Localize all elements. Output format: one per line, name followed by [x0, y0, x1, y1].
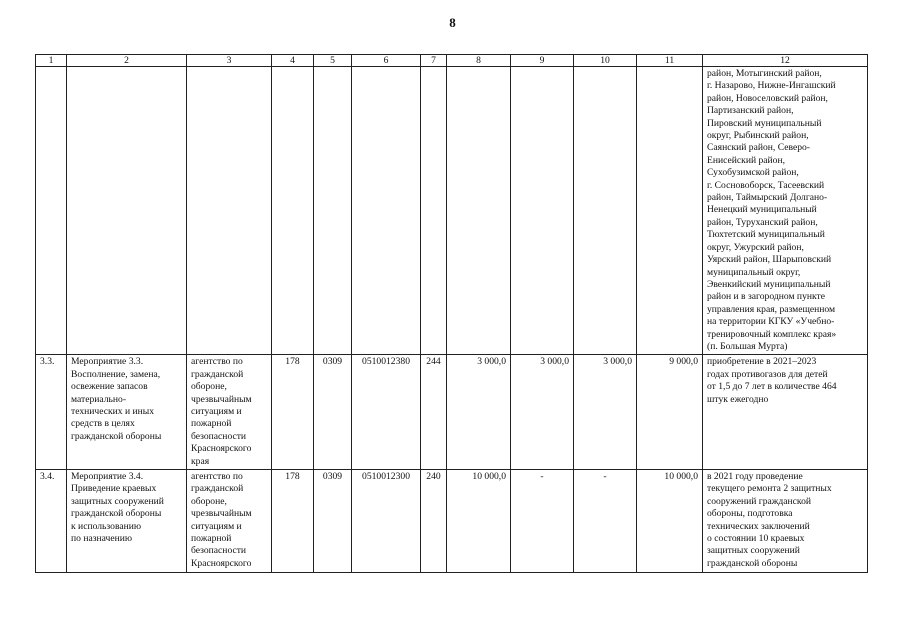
amount-2022: - — [511, 470, 574, 573]
result-cell-continuation: район, Мотыгинский район, г. Назарово, Нижне-Ингашский район, Новоселовский район, Партизанский район, Пировский муниципальный округ, Рыбинский район, Саянский район, Северо- Енисейский район, Сухобузимской район, г. Сосновоборск, Тасеевский район, Таймырский Долгано- Ненецкий муниципальный район, Туруханский район, Тюхтетский муниципальный округ, Ужурский район, Уярский район, Шарыповский муниципальный округ, Эвенкийский муниципальный район и в загородном пункте управления края, размещенном на территории КГКУ «Учебно- тренировочный комплекс края» (п. Большая Мурта) — [703, 67, 868, 355]
agency-name: агентство по гражданской обороне, чрезвычайным ситуациям и пожарной безопасности Красноярского — [187, 470, 272, 573]
header-cell: 2 — [67, 55, 187, 67]
header-cell: 12 — [703, 55, 868, 67]
rzpr-code: 0309 — [314, 470, 352, 573]
header-cell: 5 — [314, 55, 352, 67]
header-cell: 9 — [511, 55, 574, 67]
agency-name: агентство по гражданской обороне, чрезвычайным ситуациям и пожарной безопасности Красноярского края — [187, 355, 272, 470]
amount-2023: - — [574, 470, 637, 573]
amount-total: 10 000,0 — [637, 470, 703, 573]
budget-table — [35, 54, 868, 573]
empty-cell — [314, 67, 352, 355]
header-cell: 4 — [272, 55, 314, 67]
empty-cell — [637, 67, 703, 355]
amount-2023: 3 000,0 — [574, 355, 637, 470]
table-row — [36, 355, 868, 470]
continuation-row — [36, 67, 868, 355]
header-cell: 3 — [187, 55, 272, 67]
empty-cell — [511, 67, 574, 355]
row-number: 3.3. — [36, 355, 67, 470]
empty-cell — [187, 67, 272, 355]
csr-code: 0510012380 — [352, 355, 421, 470]
vr-code: 244 — [421, 355, 447, 470]
amount-2022: 3 000,0 — [511, 355, 574, 470]
vr-code: 240 — [421, 470, 447, 573]
header-cell: 7 — [421, 55, 447, 67]
grbs-code: 178 — [272, 355, 314, 470]
header-cell: 8 — [447, 55, 511, 67]
rzpr-code: 0309 — [314, 355, 352, 470]
header-cell: 1 — [36, 55, 67, 67]
empty-cell — [421, 67, 447, 355]
csr-code: 0510012300 — [352, 470, 421, 573]
empty-cell — [352, 67, 421, 355]
row-number: 3.4. — [36, 470, 67, 573]
empty-cell — [67, 67, 187, 355]
amount-2021: 10 000,0 — [447, 470, 511, 573]
grbs-code: 178 — [272, 470, 314, 573]
empty-cell — [272, 67, 314, 355]
table-row — [36, 470, 868, 573]
measure-name: Мероприятие 3.3. Восполнение, замена, освежение запасов материально- технических и иных средств в целях гражданской обороны — [67, 355, 187, 470]
empty-cell — [574, 67, 637, 355]
header-row — [36, 55, 868, 67]
amount-2021: 3 000,0 — [447, 355, 511, 470]
expected-result: приобретение в 2021–2023 годах противогазов для детей от 1,5 до 7 лет в количестве 464 штук ежегодно — [703, 355, 868, 470]
expected-result: в 2021 году проведение текущего ремонта 2 защитных сооружений гражданской обороны, подготовка технических заключений о состоянии 10 краевых защитных сооружений гражданской обороны — [703, 470, 868, 573]
header-cell: 10 — [574, 55, 637, 67]
amount-total: 9 000,0 — [637, 355, 703, 470]
measure-name: Мероприятие 3.4. Приведение краевых защитных сооружений гражданской обороны к использованию по назначению — [67, 470, 187, 573]
empty-cell — [447, 67, 511, 355]
empty-cell — [36, 67, 67, 355]
header-cell: 6 — [352, 55, 421, 67]
page-number: 8 — [449, 15, 456, 30]
header-cell: 11 — [637, 55, 703, 67]
